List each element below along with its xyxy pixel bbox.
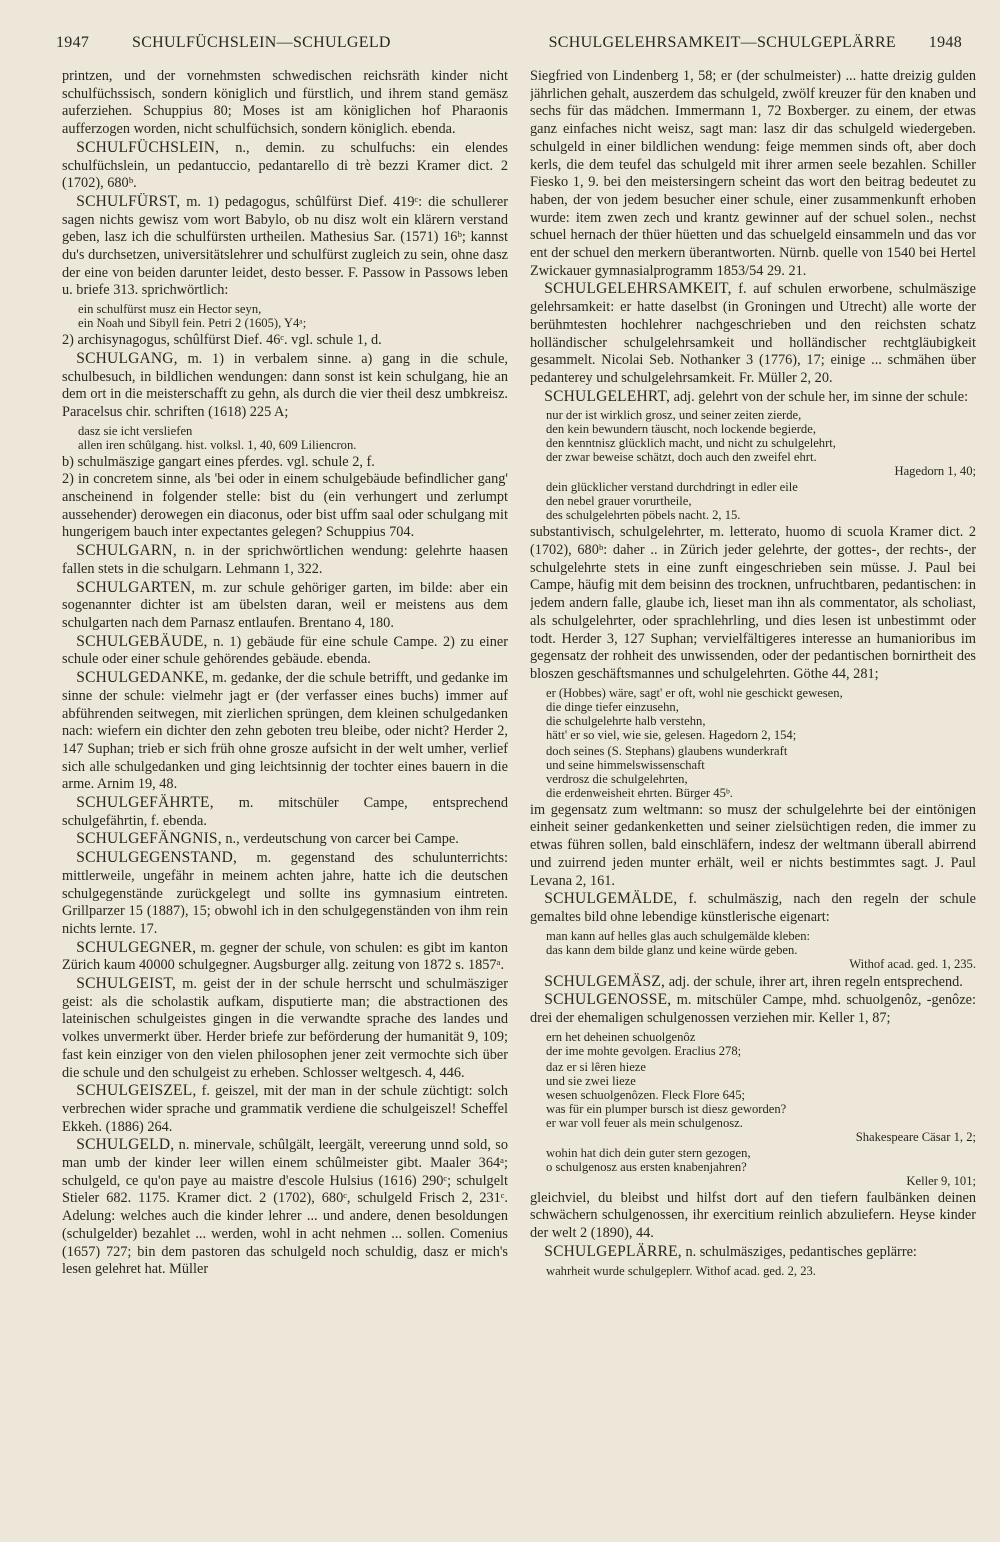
quotation-line: den nebel grauer vorurtheile, [546, 494, 692, 509]
entry-text: m. gegenstand des schulunterrichts: mittlerweile, ungefähr in meinem achten jahre, hatte ich die deutschen schulgegenstände zurückgelegt und sollte ins gymnasium eintreten. Grillparzer 15 (1887), 15; obwohl ich in den schulgegenständen von ihm rein nichts lernte. 17. [62, 850, 508, 937]
quotation-line: wahrheit wurde schulgeplerr. Withof acad. ged. 2, 23. [546, 1263, 816, 1278]
left-page-number: 1947 [56, 34, 90, 51]
quotation-line: des schulgelehrten pöbels nacht. 2, 15. [546, 508, 741, 523]
right-column [530, 68, 976, 1528]
entry-text: m. 1) pedagogus, schûlfürst Dief. 419ᶜ: die schullerer sagen nichts gewisz vom wort Babylo, ob nu disz wolt ein klärern verstand geben, lasz ich die schulfürsten urtheilen. Mathesius Sar. (1571) 16ᵇ; kannst du's durchsetzen, universitätslehrer und schulfürst zugleich zu sein, ohne dasz der eine von beiden darunter leidet, desto besser. F. Passow in Passows leben u. briefe 313. sprichwörtlich: [62, 193, 508, 299]
quotation-source: Withof acad. ged. 1, 235. [849, 956, 976, 971]
entry-text: n. minervale, schûlgält, leergält, vereerung unnd sold, so man umb der kinder leer willen einem schûlmeister gibt. Maaler 364ᵃ; schulgeld, ce qu'on paye au maistre d'escole Hulsius (1616) 290ᶜ; schulgelt Stieler 682. 1175. Kramer dict. 2 (1702), 680ᶜ, schulgeld Frisch 2, 231ᶜ. Adelung: welches auch die kinder lehrer ... und andere, denen besoldungen (schulgelder) bezahlet ... werden, wohl in acht nehmen ... sollen. Comenius (1657) 727; bin dem pastoren das schulgeld noch schuldig, dasz er mich's lesen gelehret hat. Müller [62, 1137, 508, 1278]
quotation-source: Hagedorn 1, 40; [894, 464, 976, 479]
entry-headword: SCHULGEBÄUDE, [76, 632, 208, 650]
entry-headword: SCHULGEDANKE, [76, 669, 209, 687]
entry-headword: SCHULGEFÄNGNIS, [76, 830, 222, 848]
entry-text: m. gegner der schule, von schulen: es gibt im kanton Zürich kaum 40000 schulgegner. Augsburger allg. zeitung von 1872 s. 1857ᵃ. [62, 939, 508, 974]
entry-text: Siegfried von Lindenberg 1, 58; er (der schulmeister) ... hatte dreizig gulden jährlichen gehalt, auszerdem das schulgeld, zwölf kreuzer für den knaben und sechs für das mädchen. Immermann 1, 72 Boxberger. zu einem, der etwas ganz einfaches nicht weisz, sagt man: lasz dir das schulgeld wiedergeben. schulgeld in einer bildlichen wendung: feige memmen sinds oft, aber doch kerls, die dem teufel das schulgeld mit ihrer armen seele bezahlen. Schiller Fiesko 1, 9. bei den meistersingern scheint das wort den beitrag bedeutet zu haben, der von jedem besucher einer schule, einer zusammenkunft erhoben wurde: item zwen zech und krantz gewinner auf der schuel solen., nechst schuel hernach der thüer hüetten und das schuelgeld einsammeln und das vor ent der schuel den merkern überantworten. Nürnb. quelle von 1540 bei Hertel Zwickauer gymnasialprogramm 1853/54 29. 21. [530, 68, 976, 279]
quotation-line: wesen schuolgenôzen. Fleck Flore 645; [546, 1087, 746, 1102]
entry-continuation [62, 471, 508, 542]
quotation-line: dein glücklicher verstand durchdringt in edler eile [546, 480, 798, 495]
entry-text: 2) in concretem sinne, als 'bei oder in einem schulgebäude befindlicher gang' anscheinend in folgender stelle: bist du (ein verhungert und zerlumpt aussehender) derowegen ein diaconus, oder bist uffm saal oder schulgang mit hungerigem bauch inter expectantes gelegen? Schuppius 704. [62, 471, 508, 541]
quotation-block [546, 686, 976, 742]
dictionary-entry [530, 991, 976, 1027]
entry-text: m. mitschüler Campe, entsprechend schulgefährtin, f. ebenda. [62, 795, 508, 829]
quotation-line: er war voll feuer als mein schulgenosz. [546, 1115, 743, 1130]
quotation-line: doch seines (S. Stephans) glaubens wunderkraft [546, 743, 788, 758]
quotation-line: ein Noah und Sibyll fein. Petri 2 (1605), Y4ᵃ; [78, 316, 307, 331]
quotation-block [546, 1146, 976, 1188]
dictionary-entry [62, 1136, 508, 1279]
entry-headword: SCHULGEIST, [76, 975, 176, 993]
quotation-line: das kann dem bilde glanz und keine würde geben. [546, 942, 798, 957]
entry-text: m. zur schule gehöriger garten, im bilde: aber ein sogenannter dichter ist am übelsten daran, weil er meistens aus dem schulgarten nach dem Parnasz entlaufen. Brentano 4, 180. [62, 579, 508, 631]
entry-text: m. gedanke, der die schule betrifft, und gedanke im sinne der schule: vielmehr jagt er (der verfasser eines buchs) immer auf abführenden seitwegen, mit zierlichen sprüngen, dem kleinen schulgedanken nach: wiefern ein dichter den zehn geboten treu bleibe, oder nicht? Herder 2, 147 Suphan; trieb er sich früh ohne grosze aufsicht in der welt umher, verlief sich alle schulgedanken und ging leichtsinnig der tochter eines bauern in die arme. Arnim 19, 48. [62, 670, 508, 793]
quotation-block [546, 1030, 976, 1058]
quotation-line: ern het deheinen schuolgenôz [546, 1029, 696, 1044]
entry-text: m. geist der in der schule herrscht und schulmäsziger geist: als die scholastik aufkam, disputierte man; die abstractionen des lateinischen schulgeistes gingen in die verwandte sprache des landes und volkes unvermerkt über. Herder briefe zur beförderung der humanität 9, 109; fast kein einziger von den vielen philosophen jener zeit vermochte sich über die schule und den schulgeist zu erheben. Schlosser weltgesch. 4, 446. [62, 976, 508, 1081]
quotation-line: er (Hobbes) wäre, sagt' er oft, wohl nie geschickt gewesen, [546, 685, 843, 700]
entry-headword: SCHULGEMÄLDE, [544, 890, 678, 908]
dictionary-entry [62, 975, 508, 1082]
dictionary-entry [62, 350, 508, 422]
entry-text: printzen, und der vornehmsten schwedischen reichsräth kinder nicht schulfüchssisch, sondern königlich und fürstlich, und ihrem stand gemäsz auferziehen. Schuppius 80; Moses ist am königlichen hof Pharaonis aufferzogen worden, nicht schulfüchsich, sondern königlich. ebenda. [62, 68, 508, 138]
quotation-block [546, 408, 976, 478]
entry-headword: SCHULGEFÄHRTE, [76, 794, 214, 812]
quotation-line: hätt' er so viel, wie sie, gelesen. Hagedorn 2, 154; [546, 727, 797, 742]
quotation-source: Keller 9, 101; [906, 1173, 976, 1188]
entry-text: n., demin. zu schulfuchs: ein elendes schulfüchslein, un pedantuccio, pedantarello di trè bezzi Kramer dict. 2 (1702), 680ᵇ. [62, 139, 508, 192]
entry-text: n., verdeutschung von carcer bei Campe. [221, 831, 459, 848]
quotation-line: der zwar beweise schätzt, doch auch den zweifel ehrt. [546, 450, 817, 465]
quotation-line: und sie zwei lieze [546, 1073, 636, 1088]
entry-text: gleichviel, du bleibst und hilfst dort auf den tiefern faulbänken deinen schwächern schulgenossen, ihr exercitium reinlich abzuliefern. Heyse kinder der welt 2 (1890), 44. [530, 1189, 976, 1242]
dictionary-entry [62, 669, 508, 794]
entry-text: adj. der schule, ihrer art, ihren regeln entsprechend. [665, 973, 963, 990]
dictionary-entry [62, 579, 508, 633]
entry-continuation [530, 68, 976, 280]
right-page-number: 1948 [928, 34, 962, 51]
dictionary-entry [530, 1243, 976, 1262]
quotation-line: die schulgelehrte halb verstehn, [546, 713, 706, 728]
entry-text: n. 1) gebäude für eine schule Campe. 2) zu einer schule oder einer schule gehörendes gebäude. ebenda. [62, 633, 508, 668]
entry-headword: SCHULFÜCHSLEIN, [76, 138, 220, 156]
entry-text: im gegensatz zum weltmann: so musz der schulgelehrte bei der eintönigen einheit seiner gedankenketten und seiner zielsüchtigen reden, die immer zu etwas führen sollen, bald einschläfern, indesz der weltmann überall abirrend und zuirrend jeden munter erhält, weil er nichts bestimmtes sagt. J. Paul Levana 2, 161. [530, 801, 976, 889]
entry-text: m. mitschüler Campe, mhd. schuolgenôz, -genôze: drei der ehemaligen schulgenossen verziehen mir. Keller 1, 87; [530, 992, 976, 1027]
entry-text: n. in der sprichwörtlichen wendung: gelehrte haasen fallen stets in die schulgarn. Lehmann 1, 322. [62, 543, 508, 577]
quotation-line: daz er si lêren hieze [546, 1059, 646, 1074]
entry-headword: SCHULGEPLÄRRE, [544, 1242, 682, 1260]
entry-headword: SCHULGARTEN, [76, 578, 196, 596]
entry-text: substantivisch, schulgelehrter, m. letterato, huomo di scuola Kramer dict. 2 (1702), 680ᵇ: daher .. in Zürich jeder gelehrte, der gottes-, der rechts-, der schulgelehrte stets in eine zunft eingeschrieben sein müsse. J. Paul bei Campe, häufig mit dem beisinn des trocknen, unfruchtbaren, pedantischen: in jedem andern falle, glaube ich, lieset man ihn als commentator, als scholiast, als schulgelehrter, oder sprachlehrling, und dies lesen ist unbestimmt oder todt. Herder 3, 127 Suphan; vervielfältigeres interesse an humanioribus im gegensatz der rohheit des unwissenden, oder der pedantischen bornirtheit des bloszen geschäftsmannes und schulgelehrten. Göthe 44, 281; [530, 524, 976, 682]
entry-continuation [62, 68, 508, 139]
entry-headword: SCHULGEISZEL, [76, 1082, 197, 1100]
entry-headword: SCHULFÜRST, [76, 192, 181, 210]
dictionary-entry [530, 973, 976, 992]
left-column [62, 68, 508, 1528]
entry-text: f. schulmäszig, nach den regeln der schule gemaltes bild ohne lebendige künstlerische eigenart: [530, 891, 976, 925]
entry-continuation [62, 454, 508, 472]
quotation-line: man kann auf helles glas auch schulgemälde kleben: [546, 928, 811, 943]
entry-headword: SCHULGEMÄSZ, [544, 972, 666, 990]
dictionary-entry [62, 849, 508, 939]
quotation-block [78, 302, 508, 330]
entry-headword: SCHULGELD, [76, 1136, 175, 1154]
quotation-line: o schulgenosz aus ersten knabenjahren? [546, 1159, 747, 1174]
left-guide-words: SCHULFÜCHSLEIN—SCHULGELD [132, 34, 391, 51]
dictionary-entry [530, 388, 976, 407]
quotation-line: allen iren schûlgang. hist. volksl. 1, 40, 609 Liliencron. [78, 437, 357, 452]
quotation-line: dasz sie icht versliefen [78, 423, 193, 438]
quotation-line: verdrosz die schulgelehrten, [546, 771, 688, 786]
running-header [56, 34, 962, 56]
quotation-line: die dinge tiefer einzusehn, [546, 699, 679, 714]
dictionary-entry [530, 280, 976, 387]
dictionary-entry [530, 890, 976, 926]
quotation-block [546, 929, 976, 971]
entry-headword: SCHULGELEHRSAMKEIT, [544, 280, 732, 298]
quotation-block [546, 480, 976, 522]
entry-text: adj. gelehrt von der schule her, im sinne der schule: [670, 388, 969, 405]
dictionary-entry [62, 939, 508, 975]
quotation-line: der ime mohte gevolgen. Eraclius 278; [546, 1043, 742, 1058]
dictionary-entry [62, 542, 508, 578]
dictionary-entry [62, 633, 508, 669]
quotation-block [546, 1264, 976, 1278]
quotation-line: was für ein plumper bursch ist diesz geworden? [546, 1101, 787, 1116]
quotation-line: ein schulfürst musz ein Hector seyn, [78, 302, 262, 317]
quotation-line: und seine himmelswissenschaft [546, 757, 705, 772]
dictionary-entry [62, 139, 508, 193]
entry-text: 2) archisynagogus, schûlfürst Dief. 46ᶜ. vgl. schule 1, d. [62, 332, 382, 349]
quotation-source: Shakespeare Cäsar 1, 2; [855, 1129, 976, 1144]
quotation-line: die erdenweisheit ehrten. Bürger 45ᵇ. [546, 785, 733, 800]
entry-text: n. schulmäsziges, pedantisches geplärre: [681, 1243, 917, 1260]
quotation-block [546, 1060, 976, 1144]
quotation-line: den kenntnisz glücklich macht, und nicht zu schulgelehrt, [546, 436, 836, 451]
entry-headword: SCHULGEGNER, [76, 938, 197, 956]
entry-continuation [530, 1190, 976, 1243]
entry-headword: SCHULGANG, [76, 349, 178, 367]
entry-headword: SCHULGENOSSE, [544, 991, 672, 1009]
quotation-block [546, 744, 976, 800]
entry-text: m. 1) in verbalem sinne. a) gang in die schule, schulbesuch, in bildlichen wendungen: dann sonst ist kein schulgang, hie an dem ort in die meisterschafft zu gehn, als durch die vier theil desz umbkreisz. Paracelsus chir. schriften (1618) 225 A; [62, 350, 508, 420]
quotation-line: wohin hat dich dein guter stern gezogen, [546, 1145, 751, 1160]
entry-continuation [530, 802, 976, 891]
dictionary-entry [62, 794, 508, 830]
quotation-line: nur der ist wirklich grosz, und seiner zeiten zierde, [546, 408, 802, 423]
dictionary-entry [62, 830, 508, 849]
entry-text: b) schulmäszige gangart eines pferdes. vgl. schule 2, f. [62, 453, 375, 470]
dictionary-entry [62, 193, 508, 300]
entry-text: f. geiszel, mit der man in der schule züchtigt: solch verbrechen wider sprache und grammatik verdiene die schulgeiszel! Scheffel Ekkeh. (1886) 264. [62, 1083, 508, 1135]
quotation-block [78, 424, 508, 452]
entry-headword: SCHULGARN, [76, 542, 177, 560]
right-guide-words: SCHULGELEHRSAMKEIT—SCHULGEPLÄRRE [548, 34, 896, 51]
quotation-line: den kein bewundern täuscht, noch lockende begierde, [546, 422, 816, 437]
entry-continuation [530, 524, 976, 683]
entry-text: f. auf schulen erworbene, schulmäszige gelehrsamkeit: er hatte daselbst (in Groningen und Utrecht) alle worte der berühmtesten hochlehrer nachgeschrieben und den reichsten schatz holländischer schulgelehrsamkeit und holländischer rechtgläubigkeit gesammelt. Nicolai Seb. Nothanker 3 (1776), 17; einige ... schmähen über pedanterey und schulgelehrsamkeit. Fr. Müller 2, 20. [530, 281, 976, 386]
entry-headword: SCHULGELEHRT, [544, 387, 671, 405]
entry-headword: SCHULGEGENSTAND, [76, 849, 238, 867]
entry-continuation [62, 332, 508, 350]
dictionary-entry [62, 1082, 508, 1136]
